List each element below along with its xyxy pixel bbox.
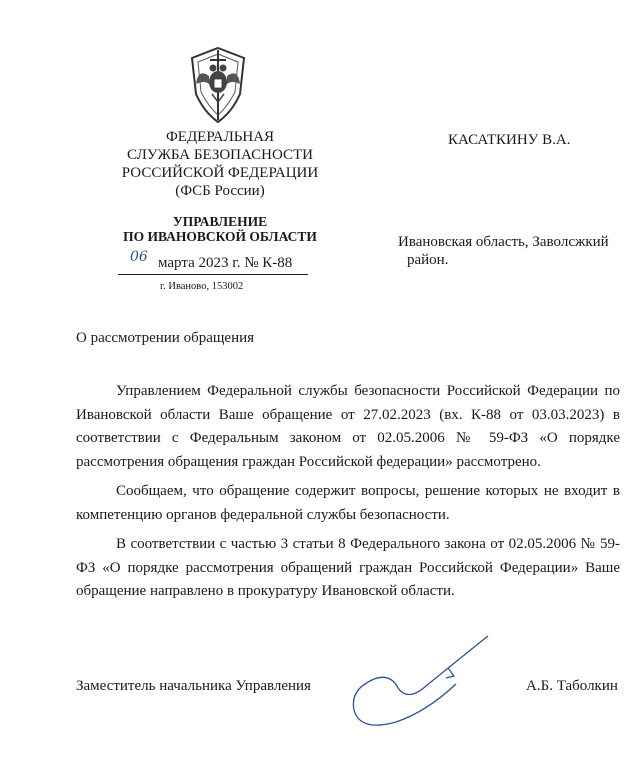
signatory-title: Заместитель начальника Управления [76, 678, 311, 694]
addressee-address-2: район. [407, 252, 449, 268]
org-line-2: СЛУЖБА БЕЗОПАСНОСТИ [127, 147, 313, 163]
letter-body [76, 380, 620, 610]
paragraph-1: Управлением Федеральной службы безопасности Российской Федерации по Ивановской области Ваше обращение от 27.02.2023 (вх. К-88 от 03.03.2023) в соответствии с Федеральным законом от 02.05.2006 № 59-ФЗ «О порядке рассмотрения обращения граждан Российской федерации» рассмотрено. [76, 383, 620, 470]
dept-line-2: ПО ИВАНОВСКОЙ ОБЛАСТИ [123, 229, 317, 244]
date-and-number: марта 2023 г. № К-88 [158, 255, 293, 271]
handwritten-signature [338, 628, 498, 738]
handwritten-day: 06 [130, 249, 148, 265]
letter-subject: О рассмотрении обращения [76, 330, 255, 346]
addressee-address-1: Ивановская область, Заволсжкий [398, 234, 609, 250]
paragraph-3: В соответствии с частью 3 статьи 8 Федерального закона от 02.05.2006 № 59-ФЗ «О порядке рассмотрения обращений граждан Российской Федерации» Ваше обращение направлено в прокуратуру Ивановской области. [76, 536, 620, 599]
signatory-name: А.Б. Таболкин [526, 678, 618, 694]
paragraph-2: Сообщаем, что обращение содержит вопросы, решение которых не входит в компетенцию органов федеральной службы безопасности. [76, 483, 620, 523]
addressee-name: КАСАТКИНУ В.А. [448, 132, 571, 148]
city-postal: г. Иваново, 153002 [160, 281, 244, 292]
org-line-3: РОССИЙСКОЙ ФЕДЕРАЦИИ [121, 165, 319, 181]
department-name [100, 214, 340, 244]
dept-line-1: УПРАВЛЕНИЕ [172, 214, 268, 229]
fsb-emblem-icon [180, 44, 256, 126]
document-date [118, 249, 308, 275]
org-line-1: ФЕДЕРАЛЬНАЯ [165, 129, 275, 145]
organization-name [100, 128, 340, 244]
org-line-4: (ФСБ России) [175, 183, 265, 199]
